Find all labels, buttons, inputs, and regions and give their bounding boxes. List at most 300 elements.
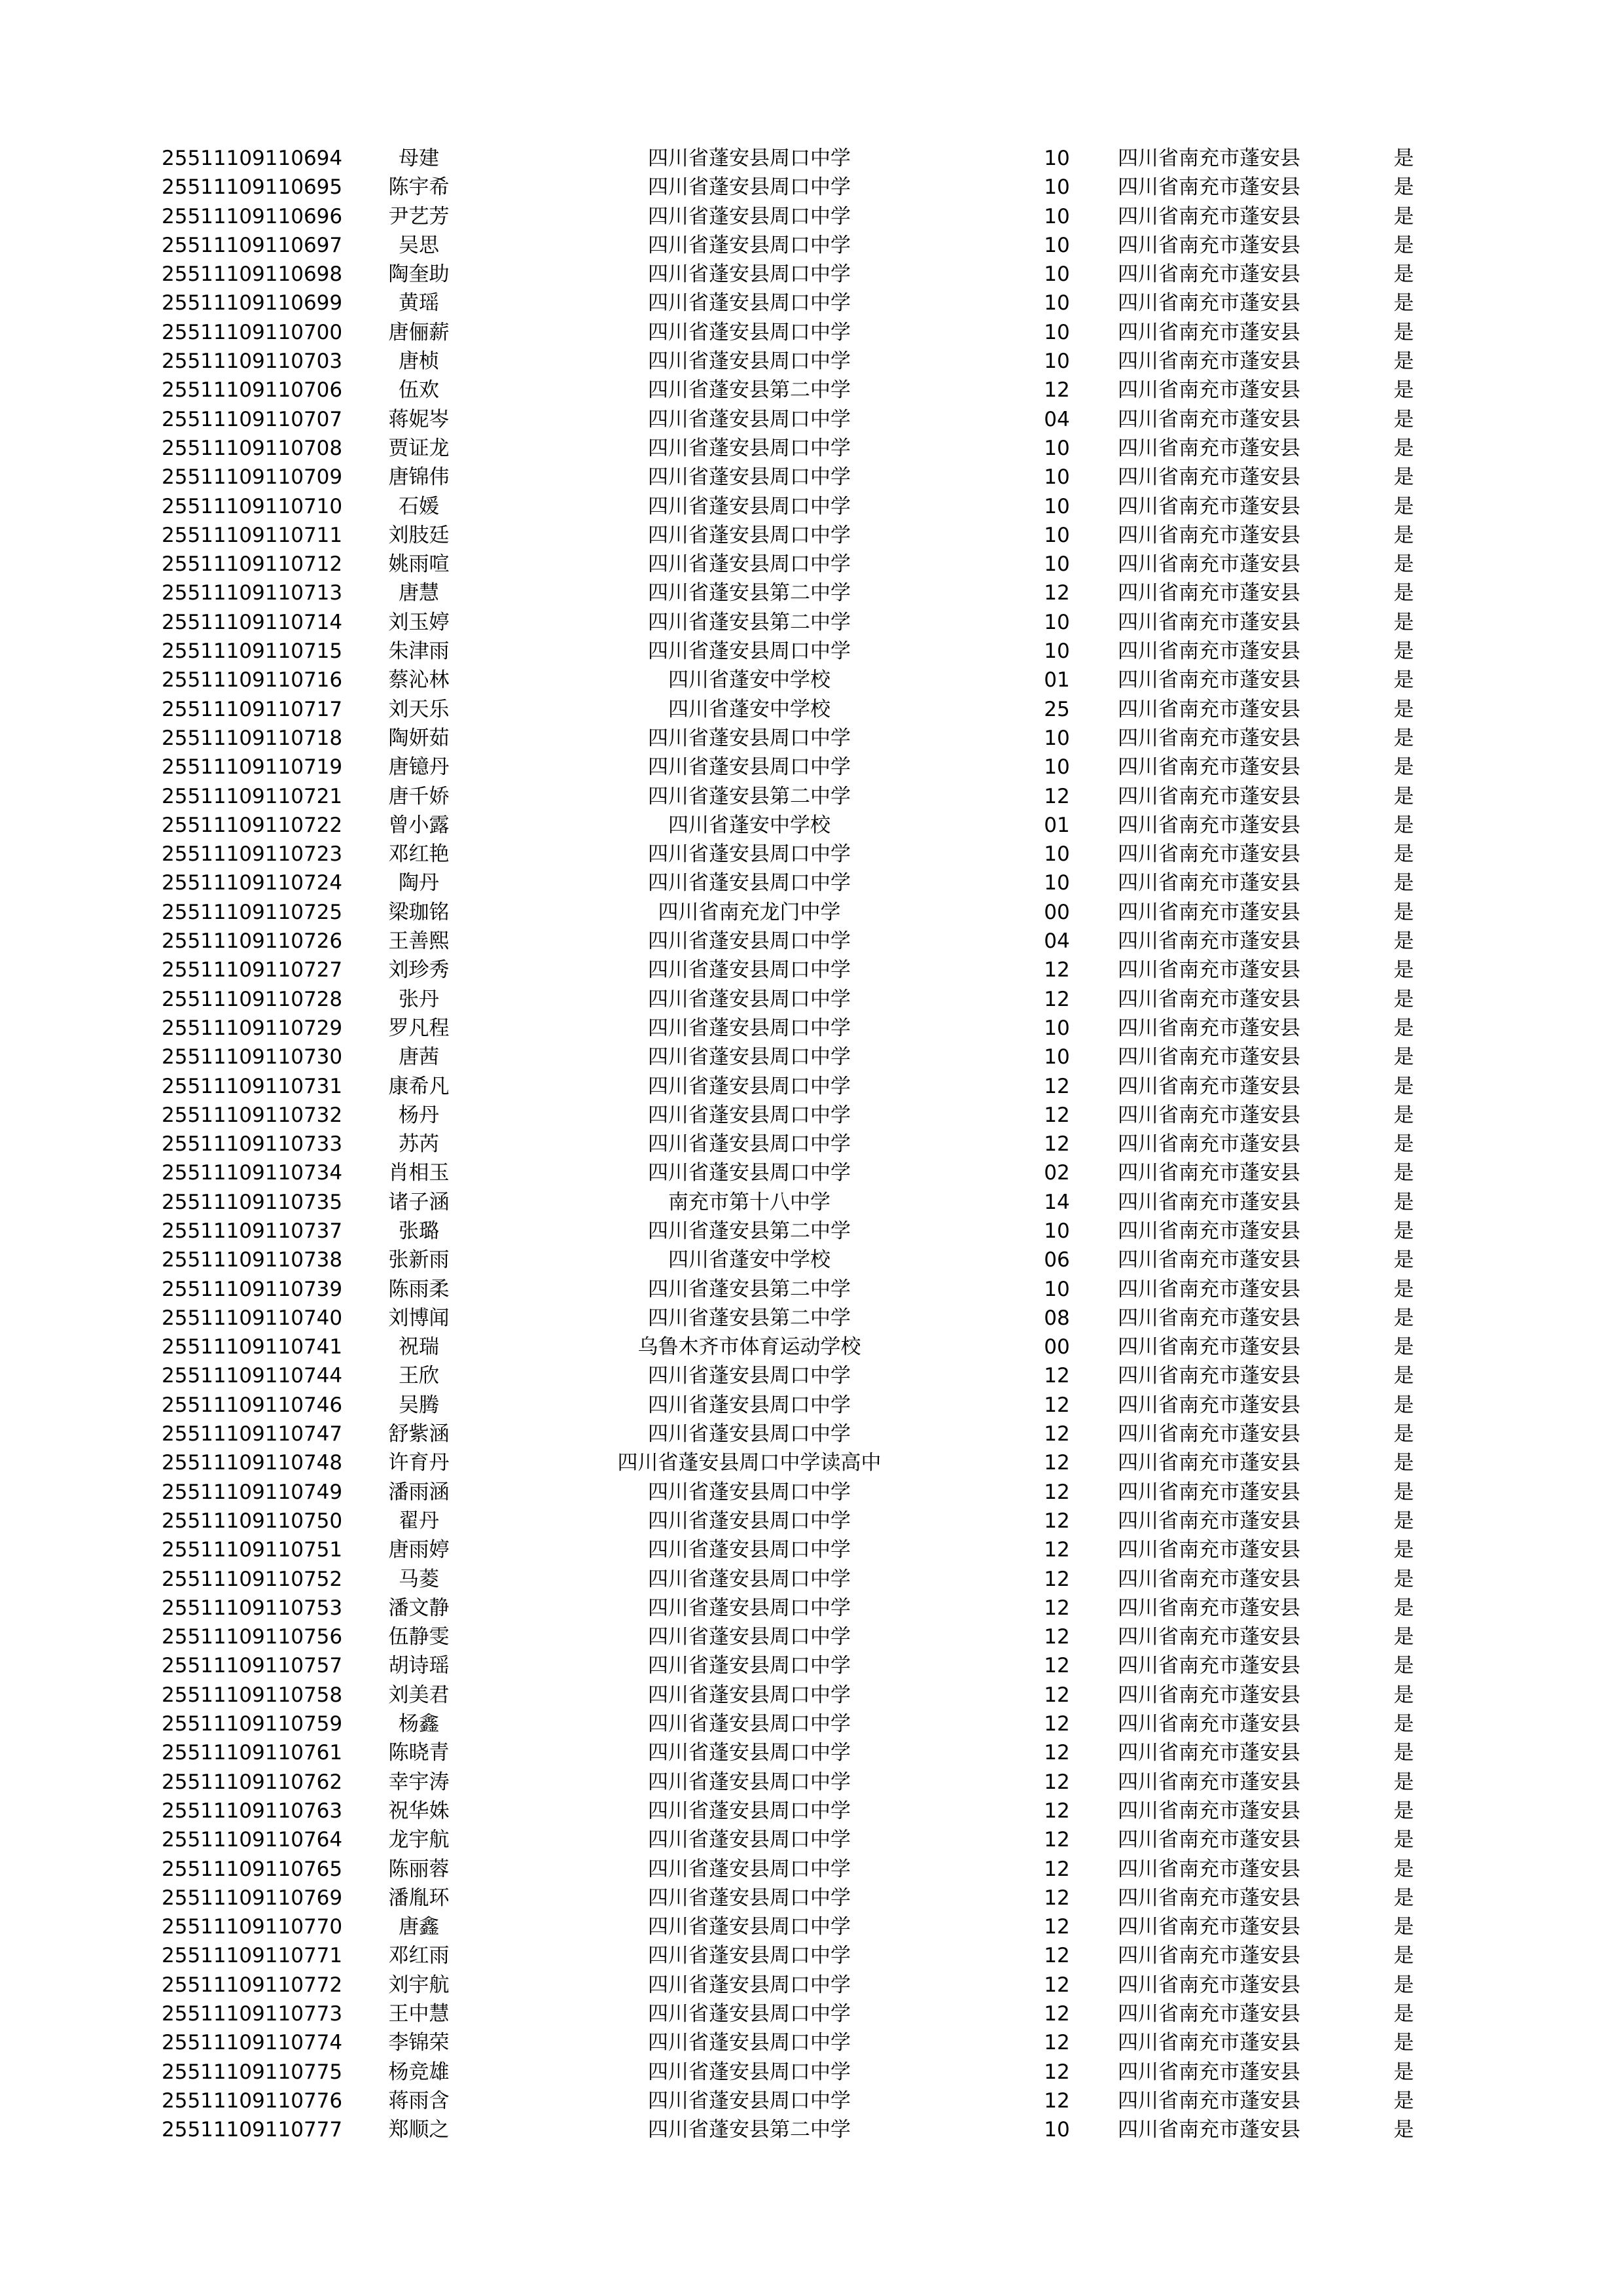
flag-cell: 是: [1393, 1915, 1414, 1939]
student-id-cell: 25511109110775: [162, 2060, 343, 2084]
student-name-cell: 黄瑶: [399, 291, 439, 315]
school-cell: 四川省蓬安县周口中学: [648, 523, 851, 547]
code-cell: 10: [1044, 755, 1070, 780]
code-cell: 12: [1044, 1596, 1070, 1620]
school-cell: 四川省蓬安县周口中学: [648, 320, 851, 344]
student-name-cell: 舒紫涵: [388, 1422, 450, 1446]
student-name-cell: 罗凡程: [388, 1016, 450, 1040]
region-cell: 四川省南充市蓬安县: [1118, 262, 1300, 287]
student-id-cell: 25511109110764: [162, 1828, 343, 1852]
table-row: [0, 985, 1623, 1014]
code-cell: 12: [1044, 378, 1070, 403]
student-name-cell: 陈宇希: [388, 175, 450, 200]
student-name-cell: 李锦荣: [388, 2031, 450, 2055]
flag-cell: 是: [1393, 1219, 1414, 1243]
table-row: [0, 1971, 1623, 2000]
region-cell: 四川省南充市蓬安县: [1118, 697, 1300, 721]
region-cell: 四川省南充市蓬安县: [1118, 2060, 1300, 2084]
student-name-cell: 王善熙: [388, 929, 450, 954]
student-id-cell: 25511109110717: [162, 697, 343, 721]
school-cell: 四川省蓬安县周口中学: [648, 436, 851, 460]
flag-cell: 是: [1393, 639, 1414, 664]
student-id-cell: 25511109110721: [162, 784, 343, 808]
student-id-cell: 25511109110758: [162, 1683, 343, 1707]
school-cell: 四川省蓬安县周口中学: [648, 147, 851, 170]
school-cell: 四川省蓬安县第二中学: [648, 1219, 851, 1243]
school-cell: 四川省蓬安县周口中学: [648, 1567, 851, 1591]
region-cell: 四川省南充市蓬安县: [1118, 1132, 1300, 1157]
school-cell: 四川省蓬安县周口中学: [648, 350, 851, 374]
table-row: [0, 1304, 1623, 1333]
student-name-cell: 张丹: [399, 987, 439, 1011]
region-cell: 四川省南充市蓬安县: [1118, 2031, 1300, 2055]
table-row: [0, 1478, 1623, 1507]
student-id-cell: 25511109110756: [162, 1625, 343, 1649]
student-id-cell: 25511109110722: [162, 813, 343, 837]
school-cell: 四川省蓬安县周口中学: [648, 1045, 851, 1069]
table-row: [0, 1217, 1623, 1246]
student-name-cell: 刘玉婷: [388, 610, 450, 634]
table-row: [0, 1710, 1623, 1738]
school-cell: 四川省蓬安县第二中学: [648, 784, 851, 808]
code-cell: 12: [1044, 987, 1070, 1011]
region-cell: 四川省南充市蓬安县: [1118, 871, 1300, 895]
school-cell: 四川省蓬安县周口中学: [648, 494, 851, 518]
student-name-cell: 张璐: [399, 1219, 439, 1243]
region-cell: 四川省南充市蓬安县: [1118, 1016, 1300, 1040]
code-cell: 10: [1044, 871, 1070, 895]
region-cell: 四川省南充市蓬安县: [1118, 1596, 1300, 1620]
table-row: [0, 753, 1623, 781]
flag-cell: 是: [1393, 610, 1414, 634]
student-id-cell: 25511109110718: [162, 726, 343, 750]
region-cell: 四川省南充市蓬安县: [1118, 465, 1300, 490]
code-cell: 10: [1044, 552, 1070, 577]
student-name-cell: 陈晓青: [388, 1741, 450, 1765]
flag-cell: 是: [1393, 1306, 1414, 1330]
flag-cell: 是: [1393, 552, 1414, 577]
flag-cell: 是: [1393, 697, 1414, 721]
school-cell: 四川省蓬安县周口中学: [648, 1944, 851, 1968]
school-cell: 四川省蓬安县周口中学: [648, 1132, 851, 1157]
school-cell: 四川省蓬安县周口中学: [648, 2002, 851, 2026]
region-cell: 四川省南充市蓬安县: [1118, 320, 1300, 344]
student-id-cell: 25511109110703: [162, 350, 343, 374]
code-cell: 10: [1044, 291, 1070, 315]
student-name-cell: 唐俪薪: [388, 320, 450, 344]
region-cell: 四川省南充市蓬安县: [1118, 1625, 1300, 1649]
table-row: [0, 2087, 1623, 2115]
region-cell: 四川省南充市蓬安县: [1118, 1219, 1300, 1243]
flag-cell: 是: [1393, 465, 1414, 490]
student-name-cell: 伍静雯: [388, 1625, 450, 1649]
table-row: [0, 347, 1623, 376]
student-name-cell: 蒋妮岑: [388, 407, 450, 431]
student-id-cell: 25511109110734: [162, 1161, 343, 1185]
region-cell: 四川省南充市蓬安县: [1118, 1306, 1300, 1330]
table-row: [0, 782, 1623, 811]
code-cell: 10: [1044, 436, 1070, 460]
student-name-cell: 蒋雨含: [388, 2089, 450, 2113]
student-id-cell: 25511109110762: [162, 1770, 343, 1794]
student-id-cell: 25511109110699: [162, 291, 343, 315]
region-cell: 四川省南充市蓬安县: [1118, 407, 1300, 431]
code-cell: 12: [1044, 1567, 1070, 1591]
table-row: [0, 1738, 1623, 1767]
region-cell: 四川省南充市蓬安县: [1118, 1886, 1300, 1910]
table-row: [0, 1768, 1623, 1797]
code-cell: 12: [1044, 1074, 1070, 1098]
school-cell: 四川省蓬安县周口中学: [648, 1509, 851, 1533]
student-id-cell: 25511109110716: [162, 668, 343, 692]
code-cell: 10: [1044, 1277, 1070, 1301]
region-cell: 四川省南充市蓬安县: [1118, 204, 1300, 228]
flag-cell: 是: [1393, 2089, 1414, 2113]
student-id-cell: 25511109110725: [162, 900, 343, 924]
table-row: [0, 260, 1623, 289]
table-row: [0, 202, 1623, 231]
region-cell: 四川省南充市蓬安县: [1118, 929, 1300, 954]
code-cell: 04: [1044, 407, 1070, 431]
region-cell: 四川省南充市蓬安县: [1118, 1335, 1300, 1359]
code-cell: 12: [1044, 1393, 1070, 1417]
flag-cell: 是: [1393, 1190, 1414, 1214]
student-id-cell: 25511109110777: [162, 2118, 343, 2142]
student-id-cell: 25511109110715: [162, 639, 343, 664]
school-cell: 四川省蓬安县周口中学: [648, 1828, 851, 1852]
flag-cell: 是: [1393, 1451, 1414, 1475]
code-cell: 12: [1044, 1538, 1070, 1562]
region-cell: 四川省南充市蓬安县: [1118, 987, 1300, 1011]
student-id-cell: 25511109110696: [162, 204, 343, 228]
school-cell: 四川省蓬安县周口中学: [648, 175, 851, 200]
region-cell: 四川省南充市蓬安县: [1118, 291, 1300, 315]
student-name-cell: 杨竞雄: [388, 2060, 450, 2084]
region-cell: 四川省南充市蓬安县: [1118, 1828, 1300, 1852]
flag-cell: 是: [1393, 436, 1414, 460]
flag-cell: 是: [1393, 2031, 1414, 2055]
student-name-cell: 马菱: [399, 1567, 439, 1591]
region-cell: 四川省南充市蓬安县: [1118, 1944, 1300, 1968]
student-id-cell: 25511109110731: [162, 1074, 343, 1098]
code-cell: 10: [1044, 523, 1070, 547]
flag-cell: 是: [1393, 1335, 1414, 1359]
region-cell: 四川省南充市蓬安县: [1118, 233, 1300, 257]
code-cell: 12: [1044, 1625, 1070, 1649]
flag-cell: 是: [1393, 813, 1414, 837]
flag-cell: 是: [1393, 1886, 1414, 1910]
code-cell: 10: [1044, 465, 1070, 490]
flag-cell: 是: [1393, 726, 1414, 750]
region-cell: 四川省南充市蓬安县: [1118, 639, 1300, 664]
school-cell: 四川省蓬安县周口中学: [648, 987, 851, 1011]
flag-cell: 是: [1393, 958, 1414, 982]
region-cell: 四川省南充市蓬安县: [1118, 1248, 1300, 1272]
school-cell: 四川省蓬安县周口中学: [648, 1712, 851, 1736]
flag-cell: 是: [1393, 784, 1414, 808]
table-row: [0, 1594, 1623, 1623]
student-name-cell: 祝华姝: [388, 1799, 450, 1823]
flag-cell: 是: [1393, 1596, 1414, 1620]
table-row: [0, 811, 1623, 840]
region-cell: 四川省南充市蓬安县: [1118, 1074, 1300, 1098]
student-name-cell: 刘宇航: [388, 1973, 450, 1997]
code-cell: 12: [1044, 1654, 1070, 1678]
school-cell: 四川省蓬安县周口中学: [648, 1393, 851, 1417]
table-row: [0, 1941, 1623, 1970]
region-cell: 四川省南充市蓬安县: [1118, 1451, 1300, 1475]
code-cell: 12: [1044, 1915, 1070, 1939]
region-cell: 四川省南充市蓬安县: [1118, 175, 1300, 200]
code-cell: 12: [1044, 2060, 1070, 2084]
flag-cell: 是: [1393, 1857, 1414, 1881]
student-id-cell: 25511109110773: [162, 2002, 343, 2026]
code-cell: 12: [1044, 1886, 1070, 1910]
student-name-cell: 蔡沁林: [388, 668, 450, 692]
student-id-cell: 25511109110769: [162, 1886, 343, 1910]
school-cell: 四川省蓬安县周口中学: [648, 1886, 851, 1910]
code-cell: 10: [1044, 1016, 1070, 1040]
student-name-cell: 肖相玉: [388, 1161, 450, 1185]
school-cell: 四川省蓬安县周口中学: [648, 1364, 851, 1388]
flag-cell: 是: [1393, 494, 1414, 518]
code-cell: 12: [1044, 1828, 1070, 1852]
student-name-cell: 祝瑞: [399, 1335, 439, 1359]
student-id-cell: 25511109110728: [162, 987, 343, 1011]
table-row: [0, 2115, 1623, 2144]
region-cell: 四川省南充市蓬安县: [1118, 1277, 1300, 1301]
region-cell: 四川省南充市蓬安县: [1118, 900, 1300, 924]
student-id-cell: 25511109110713: [162, 581, 343, 605]
school-cell: 四川省蓬安县周口中学: [648, 1770, 851, 1794]
code-cell: 08: [1044, 1306, 1070, 1330]
student-name-cell: 诸子涵: [388, 1190, 450, 1214]
table-row: [0, 1158, 1623, 1187]
flag-cell: 是: [1393, 1828, 1414, 1852]
student-name-cell: 梁珈铭: [388, 900, 450, 924]
student-name-cell: 伍欢: [399, 378, 439, 403]
school-cell: 四川省蓬安县周口中学: [648, 1973, 851, 1997]
table-row: [0, 1072, 1623, 1101]
school-cell: 四川省蓬安中学校: [668, 668, 830, 692]
flag-cell: 是: [1393, 523, 1414, 547]
student-id-cell: 25511109110707: [162, 407, 343, 431]
flag-cell: 是: [1393, 1103, 1414, 1127]
code-cell: 12: [1044, 1799, 1070, 1823]
student-name-cell: 唐镱丹: [388, 755, 450, 780]
code-cell: 12: [1044, 1451, 1070, 1475]
flag-cell: 是: [1393, 233, 1414, 257]
region-cell: 四川省南充市蓬安县: [1118, 726, 1300, 750]
table-row: [0, 405, 1623, 434]
flag-cell: 是: [1393, 320, 1414, 344]
table-row: [0, 927, 1623, 956]
flag-cell: 是: [1393, 1393, 1414, 1417]
student-name-cell: 康希凡: [388, 1074, 450, 1098]
region-cell: 四川省南充市蓬安县: [1118, 1509, 1300, 1533]
table-row: [0, 1797, 1623, 1825]
table-row: [0, 144, 1623, 173]
school-cell: 四川省蓬安县第二中学: [648, 610, 851, 634]
student-id-cell: 25511109110710: [162, 494, 343, 518]
code-cell: 12: [1044, 581, 1070, 605]
table-row: [0, 492, 1623, 521]
student-name-cell: 贾证龙: [388, 436, 450, 460]
code-cell: 10: [1044, 262, 1070, 287]
school-cell: 四川省蓬安县周口中学: [648, 1596, 851, 1620]
region-cell: 四川省南充市蓬安县: [1118, 581, 1300, 605]
student-name-cell: 陈雨柔: [388, 1277, 450, 1301]
table-row: [0, 1651, 1623, 1680]
table-row: [0, 376, 1623, 404]
flag-cell: 是: [1393, 1161, 1414, 1185]
region-cell: 四川省南充市蓬安县: [1118, 350, 1300, 374]
school-cell: 南充市第十八中学: [668, 1190, 830, 1214]
school-cell: 四川省蓬安县周口中学: [648, 1625, 851, 1649]
student-name-cell: 龙宇航: [388, 1828, 450, 1852]
table-row: [0, 1420, 1623, 1448]
flag-cell: 是: [1393, 1567, 1414, 1591]
table-row: [0, 289, 1623, 317]
flag-cell: 是: [1393, 1422, 1414, 1446]
code-cell: 00: [1044, 1335, 1070, 1359]
table-row: [0, 1855, 1623, 1884]
student-name-cell: 潘文静: [388, 1596, 450, 1620]
school-cell: 四川省蓬安县周口中学: [648, 2060, 851, 2084]
student-name-cell: 姚雨喧: [388, 552, 450, 577]
region-cell: 四川省南充市蓬安县: [1118, 494, 1300, 518]
student-name-cell: 张新雨: [388, 1248, 450, 1272]
code-cell: 02: [1044, 1161, 1070, 1185]
flag-cell: 是: [1393, 581, 1414, 605]
region-cell: 四川省南充市蓬安县: [1118, 1103, 1300, 1127]
student-id-cell: 25511109110744: [162, 1364, 343, 1388]
table-row: [0, 1681, 1623, 1710]
student-name-cell: 陶妍茹: [388, 726, 450, 750]
student-id-cell: 25511109110735: [162, 1190, 343, 1214]
school-cell: 四川省蓬安县周口中学: [648, 2031, 851, 2055]
table-row: [0, 1014, 1623, 1043]
student-id-cell: 25511109110747: [162, 1422, 343, 1446]
student-name-cell: 刘博闻: [388, 1306, 450, 1330]
student-name-cell: 杨丹: [399, 1103, 439, 1127]
flag-cell: 是: [1393, 842, 1414, 867]
code-cell: 12: [1044, 1770, 1070, 1794]
table-row: [0, 1333, 1623, 1361]
flag-cell: 是: [1393, 1741, 1414, 1765]
student-name-cell: 唐慧: [399, 581, 439, 605]
student-id-cell: 25511109110714: [162, 610, 343, 634]
student-id-cell: 25511109110729: [162, 1016, 343, 1040]
region-cell: 四川省南充市蓬安县: [1118, 552, 1300, 577]
student-id-cell: 25511109110695: [162, 175, 343, 200]
table-row: [0, 724, 1623, 753]
code-cell: 12: [1044, 2031, 1070, 2055]
code-cell: 10: [1044, 175, 1070, 200]
code-cell: 10: [1044, 147, 1070, 170]
table-row: [0, 1130, 1623, 1158]
region-cell: 四川省南充市蓬安县: [1118, 1045, 1300, 1069]
student-name-cell: 刘肢廷: [388, 523, 450, 547]
student-name-cell: 石媛: [399, 494, 439, 518]
region-cell: 四川省南充市蓬安县: [1118, 1741, 1300, 1765]
student-id-cell: 25511109110746: [162, 1393, 343, 1417]
table-row: [0, 1623, 1623, 1651]
student-table: [0, 144, 1623, 2144]
region-cell: 四川省南充市蓬安县: [1118, 610, 1300, 634]
student-name-cell: 邓红艳: [388, 842, 450, 867]
school-cell: 四川省蓬安县周口中学: [648, 465, 851, 490]
school-cell: 四川省蓬安县周口中学: [648, 291, 851, 315]
flag-cell: 是: [1393, 1712, 1414, 1736]
student-id-cell: 25511109110740: [162, 1306, 343, 1330]
flag-cell: 是: [1393, 900, 1414, 924]
student-name-cell: 唐千娇: [388, 784, 450, 808]
flag-cell: 是: [1393, 1016, 1414, 1040]
table-row: [0, 1275, 1623, 1304]
code-cell: 12: [1044, 2002, 1070, 2026]
school-cell: 四川省蓬安县周口中学: [648, 1422, 851, 1446]
flag-cell: 是: [1393, 1538, 1414, 1562]
school-cell: 四川省蓬安县周口中学: [648, 1161, 851, 1185]
student-name-cell: 潘胤环: [388, 1886, 450, 1910]
code-cell: 12: [1044, 1973, 1070, 1997]
code-cell: 14: [1044, 1190, 1070, 1214]
student-name-cell: 许育丹: [388, 1451, 450, 1475]
region-cell: 四川省南充市蓬安县: [1118, 523, 1300, 547]
student-name-cell: 母建: [399, 147, 439, 170]
flag-cell: 是: [1393, 755, 1414, 780]
school-cell: 四川省蓬安县周口中学: [648, 755, 851, 780]
student-name-cell: 胡诗瑶: [388, 1654, 450, 1678]
region-cell: 四川省南充市蓬安县: [1118, 378, 1300, 403]
code-cell: 12: [1044, 958, 1070, 982]
table-row: [0, 1535, 1623, 1564]
flag-cell: 是: [1393, 1770, 1414, 1794]
school-cell: 四川省蓬安县周口中学: [648, 726, 851, 750]
table-row: [0, 550, 1623, 579]
code-cell: 10: [1044, 639, 1070, 664]
table-row: [0, 463, 1623, 492]
code-cell: 10: [1044, 320, 1070, 344]
region-cell: 四川省南充市蓬安县: [1118, 755, 1300, 780]
student-name-cell: 唐锦伟: [388, 465, 450, 490]
table-row: [0, 1565, 1623, 1594]
region-cell: 四川省南充市蓬安县: [1118, 1857, 1300, 1881]
region-cell: 四川省南充市蓬安县: [1118, 784, 1300, 808]
flag-cell: 是: [1393, 1973, 1414, 1997]
school-cell: 四川省蓬安县第二中学: [648, 1306, 851, 1330]
region-cell: 四川省南充市蓬安县: [1118, 2118, 1300, 2142]
flag-cell: 是: [1393, 2060, 1414, 2084]
student-id-cell: 25511109110752: [162, 1567, 343, 1591]
student-id-cell: 25511109110719: [162, 755, 343, 780]
flag-cell: 是: [1393, 350, 1414, 374]
student-id-cell: 25511109110733: [162, 1132, 343, 1157]
region-cell: 四川省南充市蓬安县: [1118, 2002, 1300, 2026]
student-name-cell: 唐雨婷: [388, 1538, 450, 1562]
student-name-cell: 吴思: [399, 233, 439, 257]
table-row: [0, 840, 1623, 869]
region-cell: 四川省南充市蓬安县: [1118, 1393, 1300, 1417]
student-name-cell: 唐茜: [399, 1045, 439, 1069]
school-cell: 四川省蓬安县周口中学: [648, 1857, 851, 1881]
student-name-cell: 曾小露: [388, 813, 450, 837]
student-id-cell: 25511109110708: [162, 436, 343, 460]
school-cell: 四川省蓬安县周口中学: [648, 407, 851, 431]
student-id-cell: 25511109110700: [162, 320, 343, 344]
student-id-cell: 25511109110712: [162, 552, 343, 577]
